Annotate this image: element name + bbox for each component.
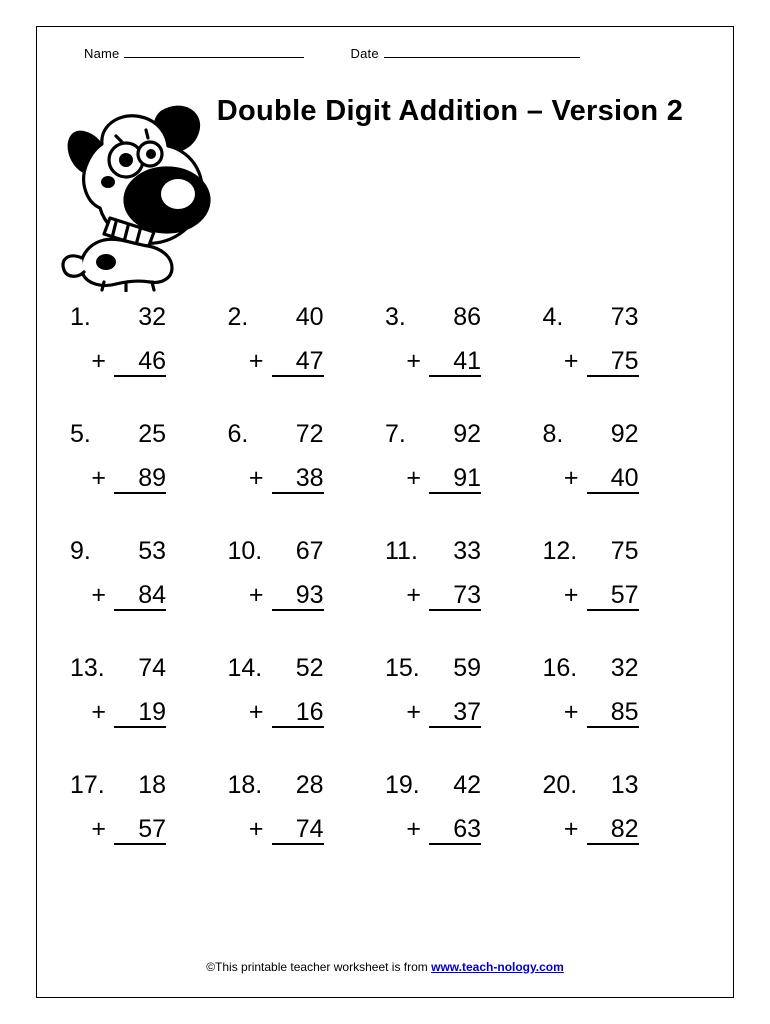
problem-addend-2: 75: [587, 349, 639, 377]
problem-top-row: [543, 656, 701, 690]
problem-item: [543, 422, 701, 539]
plus-sign: +: [248, 698, 264, 726]
problem-top-row: [543, 305, 701, 339]
plus-sign: +: [563, 815, 579, 843]
name-input-rule[interactable]: [124, 46, 304, 58]
problem-top-row: [228, 656, 386, 690]
problem-bottom-row: [543, 349, 701, 383]
problem-bottom-row: [228, 349, 386, 383]
problem-addend-2: 57: [587, 583, 639, 611]
problem-bottom-row: [543, 583, 701, 617]
date-input-rule[interactable]: [384, 46, 580, 58]
plus-sign: +: [406, 698, 421, 726]
student-info-header: [84, 46, 684, 61]
problem-addend-2: 16: [272, 700, 324, 728]
problem-bottom-row: [228, 700, 386, 734]
problem-number: 12.: [542, 537, 578, 565]
problem-item: [228, 773, 386, 890]
problem-addend-2: 84: [114, 583, 166, 611]
problem-addend-2: 93: [272, 583, 324, 611]
problem-number: 8.: [542, 420, 564, 448]
plus-sign: +: [406, 581, 421, 609]
problem-addend-1: 32: [610, 654, 639, 682]
problem-addend-1: 32: [138, 303, 166, 331]
problem-addend-1: 18: [138, 771, 166, 799]
problem-item: [70, 773, 228, 890]
problem-top-row: [385, 422, 543, 456]
problem-item: [70, 422, 228, 539]
problem-bottom-row: [228, 583, 386, 617]
problem-number: 7.: [385, 420, 406, 448]
problem-addend-1: 59: [453, 654, 481, 682]
problem-bottom-row: [70, 700, 228, 734]
plus-sign: +: [248, 815, 264, 843]
problem-addend-1: 92: [610, 420, 639, 448]
problem-bottom-row: [385, 349, 543, 383]
problem-number: 15.: [385, 654, 420, 682]
problem-addend-1: 86: [453, 303, 481, 331]
plus-sign: +: [406, 815, 421, 843]
problem-number: 1.: [70, 303, 91, 331]
problem-top-row: [70, 656, 228, 690]
plus-sign: +: [91, 815, 106, 843]
problem-bottom-row: [228, 817, 386, 851]
plus-sign: +: [563, 464, 579, 492]
problem-addend-2: 82: [587, 817, 639, 845]
problem-number: 11.: [385, 537, 418, 565]
problem-addend-2: 85: [587, 700, 639, 728]
problem-top-row: [385, 539, 543, 573]
page-title: Double Digit Addition – Version 2: [216, 95, 684, 127]
problems-grid: [70, 305, 700, 890]
date-label: Date: [350, 46, 379, 61]
problem-number: 14.: [227, 654, 263, 682]
problem-item: [543, 773, 701, 890]
problem-addend-2: 46: [114, 349, 166, 377]
problem-top-row: [385, 305, 543, 339]
problem-top-row: [228, 422, 386, 456]
problem-bottom-row: [228, 466, 386, 500]
problem-bottom-row: [543, 466, 701, 500]
problem-addend-1: 73: [610, 303, 639, 331]
problem-top-row: [70, 305, 228, 339]
problem-item: [385, 422, 543, 539]
problem-addend-2: 38: [272, 466, 324, 494]
problem-top-row: [385, 773, 543, 807]
problem-number: 13.: [70, 654, 105, 682]
problem-item: [70, 305, 228, 422]
problem-addend-2: 40: [587, 466, 639, 494]
problem-number: 9.: [70, 537, 91, 565]
problem-top-row: [228, 305, 386, 339]
plus-sign: +: [91, 347, 106, 375]
problem-number: 5.: [70, 420, 91, 448]
problem-top-row: [70, 773, 228, 807]
problem-addend-2: 47: [272, 349, 324, 377]
problem-item: [543, 656, 701, 773]
problem-addend-1: 67: [295, 537, 324, 565]
problem-addend-1: 13: [610, 771, 639, 799]
problem-bottom-row: [385, 700, 543, 734]
problem-addend-2: 74: [272, 817, 324, 845]
problem-addend-2: 41: [429, 349, 481, 377]
problem-top-row: [70, 539, 228, 573]
footer-text: ©This printable teacher worksheet is from: [206, 960, 432, 974]
problem-bottom-row: [385, 466, 543, 500]
name-label: Name: [84, 46, 120, 61]
problem-number: 16.: [542, 654, 578, 682]
problem-addend-1: 92: [453, 420, 481, 448]
plus-sign: +: [91, 698, 106, 726]
teachnology-link[interactable]: www.teach-nology.com: [431, 960, 564, 974]
problem-addend-1: 42: [453, 771, 481, 799]
problem-top-row: [70, 422, 228, 456]
problem-top-row: [228, 539, 386, 573]
plus-sign: +: [248, 347, 264, 375]
problem-addend-2: 57: [114, 817, 166, 845]
problem-addend-1: 72: [295, 420, 324, 448]
footer-credit: [0, 960, 770, 974]
problem-number: 2.: [227, 303, 249, 331]
plus-sign: +: [563, 698, 579, 726]
problem-addend-1: 53: [138, 537, 166, 565]
problem-addend-1: 74: [138, 654, 166, 682]
problem-bottom-row: [70, 349, 228, 383]
problem-addend-2: 19: [114, 700, 166, 728]
cartoon-dog-icon: [42, 82, 222, 292]
plus-sign: +: [563, 581, 579, 609]
problem-item: [70, 656, 228, 773]
problem-addend-1: 25: [138, 420, 166, 448]
problem-addend-1: 28: [295, 771, 324, 799]
problem-addend-2: 89: [114, 466, 166, 494]
problem-bottom-row: [70, 583, 228, 617]
problem-item: [228, 539, 386, 656]
plus-sign: +: [91, 464, 106, 492]
problem-top-row: [543, 422, 701, 456]
problem-number: 6.: [227, 420, 249, 448]
problem-item: [228, 422, 386, 539]
problem-addend-1: 40: [295, 303, 324, 331]
problem-item: [228, 305, 386, 422]
problem-number: 19.: [385, 771, 420, 799]
problem-addend-1: 75: [610, 537, 639, 565]
problem-bottom-row: [385, 583, 543, 617]
problem-number: 20.: [542, 771, 578, 799]
problem-item: [385, 773, 543, 890]
problem-addend-1: 33: [453, 537, 481, 565]
problem-item: [543, 539, 701, 656]
problem-bottom-row: [543, 700, 701, 734]
problem-item: [228, 656, 386, 773]
plus-sign: +: [406, 347, 421, 375]
problem-addend-1: 52: [295, 654, 324, 682]
plus-sign: +: [91, 581, 106, 609]
problem-number: 3.: [385, 303, 406, 331]
problem-bottom-row: [70, 466, 228, 500]
problem-item: [543, 305, 701, 422]
problem-top-row: [543, 539, 701, 573]
problem-item: [385, 305, 543, 422]
problem-top-row: [543, 773, 701, 807]
problem-number: 4.: [542, 303, 564, 331]
plus-sign: +: [248, 464, 264, 492]
problem-number: 10.: [227, 537, 263, 565]
problem-top-row: [385, 656, 543, 690]
problem-addend-2: 91: [429, 466, 481, 494]
problem-addend-2: 63: [429, 817, 481, 845]
plus-sign: +: [406, 464, 421, 492]
problem-number: 17.: [70, 771, 105, 799]
problem-number: 18.: [227, 771, 263, 799]
plus-sign: +: [563, 347, 579, 375]
problem-addend-2: 73: [429, 583, 481, 611]
problem-bottom-row: [543, 817, 701, 851]
problem-item: [385, 656, 543, 773]
problem-item: [70, 539, 228, 656]
problem-top-row: [228, 773, 386, 807]
problem-item: [385, 539, 543, 656]
problem-bottom-row: [70, 817, 228, 851]
plus-sign: +: [248, 581, 264, 609]
problem-bottom-row: [385, 817, 543, 851]
date-group: [350, 46, 579, 61]
problem-addend-2: 37: [429, 700, 481, 728]
